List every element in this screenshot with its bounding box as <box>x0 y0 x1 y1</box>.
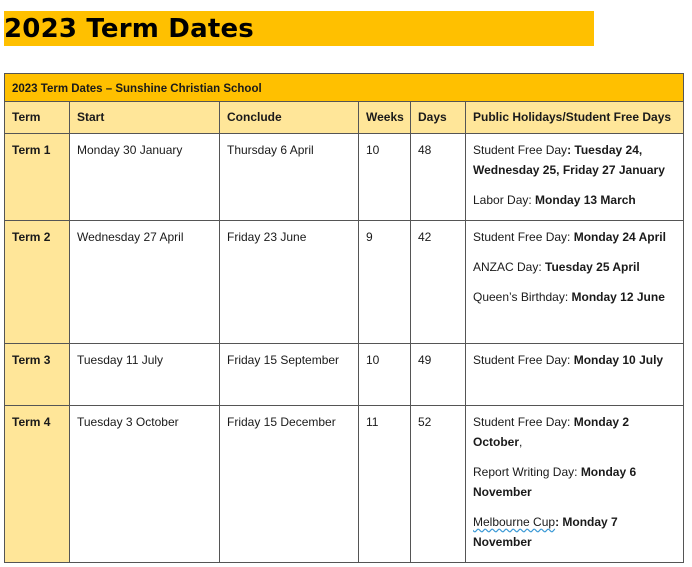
weeks-cell: 10 <box>359 344 411 406</box>
term-cell: Term 2 <box>5 221 70 344</box>
holidays-cell <box>466 221 684 344</box>
conclude-cell: Friday 15 September <box>220 344 359 406</box>
holiday-dates: Monday 2 October <box>473 415 630 449</box>
holiday-label: Student Free Day: <box>473 415 574 429</box>
page-title: 2023 Term Dates <box>4 14 254 44</box>
holiday-label: Student Free Day <box>473 143 568 157</box>
holiday-entry <box>473 287 676 307</box>
holiday-label: ANZAC Day: <box>473 260 546 274</box>
term-cell: Term 3 <box>5 344 70 406</box>
holiday-label: Melbourne Cup <box>473 515 556 529</box>
holidays-cell <box>466 344 684 406</box>
term-dates-table <box>4 73 684 563</box>
days-cell: 49 <box>411 344 466 406</box>
holiday-entry <box>473 512 676 552</box>
holiday-entry <box>473 227 676 247</box>
days-cell: 42 <box>411 221 466 344</box>
holiday-label: Student Free Day: <box>473 353 574 367</box>
start-cell: Wednesday 27 April <box>70 221 220 344</box>
start-cell: Monday 30 January <box>70 134 220 221</box>
table-row <box>5 134 684 221</box>
table-row <box>5 221 684 344</box>
weeks-cell: 10 <box>359 134 411 221</box>
holiday-entry <box>473 140 676 180</box>
holiday-dates: Monday 10 July <box>573 353 664 367</box>
term-cell: Term 4 <box>5 406 70 563</box>
holiday-entry <box>473 190 676 210</box>
header-days: Days <box>411 102 466 134</box>
holiday-entry <box>473 257 676 277</box>
holiday-entry <box>473 412 676 452</box>
table-caption: 2023 Term Dates – Sunshine Christian School <box>5 74 684 102</box>
holiday-label: Queen’s Birthday: <box>473 290 572 304</box>
holiday-label: Student Free Day: <box>473 230 574 244</box>
start-cell: Tuesday 11 July <box>70 344 220 406</box>
table-row <box>5 406 684 563</box>
table-header-row <box>5 102 684 134</box>
conclude-cell: Thursday 6 April <box>220 134 359 221</box>
header-holidays: Public Holidays/Student Free Days <box>466 102 684 134</box>
holiday-dates: Monday 13 March <box>535 193 636 207</box>
holiday-dates: Monday 12 June <box>571 290 665 304</box>
holiday-dates: Monday 6 November <box>473 465 637 499</box>
header-conclude: Conclude <box>220 102 359 134</box>
table-caption-row <box>5 74 684 102</box>
weeks-cell: 9 <box>359 221 411 344</box>
table-row <box>5 344 684 406</box>
holiday-dates: : Monday 7 November <box>473 515 618 549</box>
weeks-cell: 11 <box>359 406 411 563</box>
holidays-cell <box>466 134 684 221</box>
days-cell: 48 <box>411 134 466 221</box>
holiday-dates: Tuesday 25 April <box>545 260 640 274</box>
conclude-cell: Friday 23 June <box>220 221 359 344</box>
holiday-entry <box>473 462 676 502</box>
days-cell: 52 <box>411 406 466 563</box>
header-term: Term <box>5 102 70 134</box>
header-weeks: Weeks <box>359 102 411 134</box>
holiday-dates: : Tuesday 24, Wednesday 25, Friday 27 January <box>473 143 665 177</box>
holiday-suffix: , <box>519 435 523 449</box>
holiday-label: Labor Day: <box>473 193 536 207</box>
holiday-entry <box>473 350 676 370</box>
term-cell: Term 1 <box>5 134 70 221</box>
header-start: Start <box>70 102 220 134</box>
start-cell: Tuesday 3 October <box>70 406 220 563</box>
holiday-dates: Monday 24 April <box>573 230 666 244</box>
conclude-cell: Friday 15 December <box>220 406 359 563</box>
holiday-label: Report Writing Day: <box>473 465 581 479</box>
holidays-cell <box>466 406 684 563</box>
